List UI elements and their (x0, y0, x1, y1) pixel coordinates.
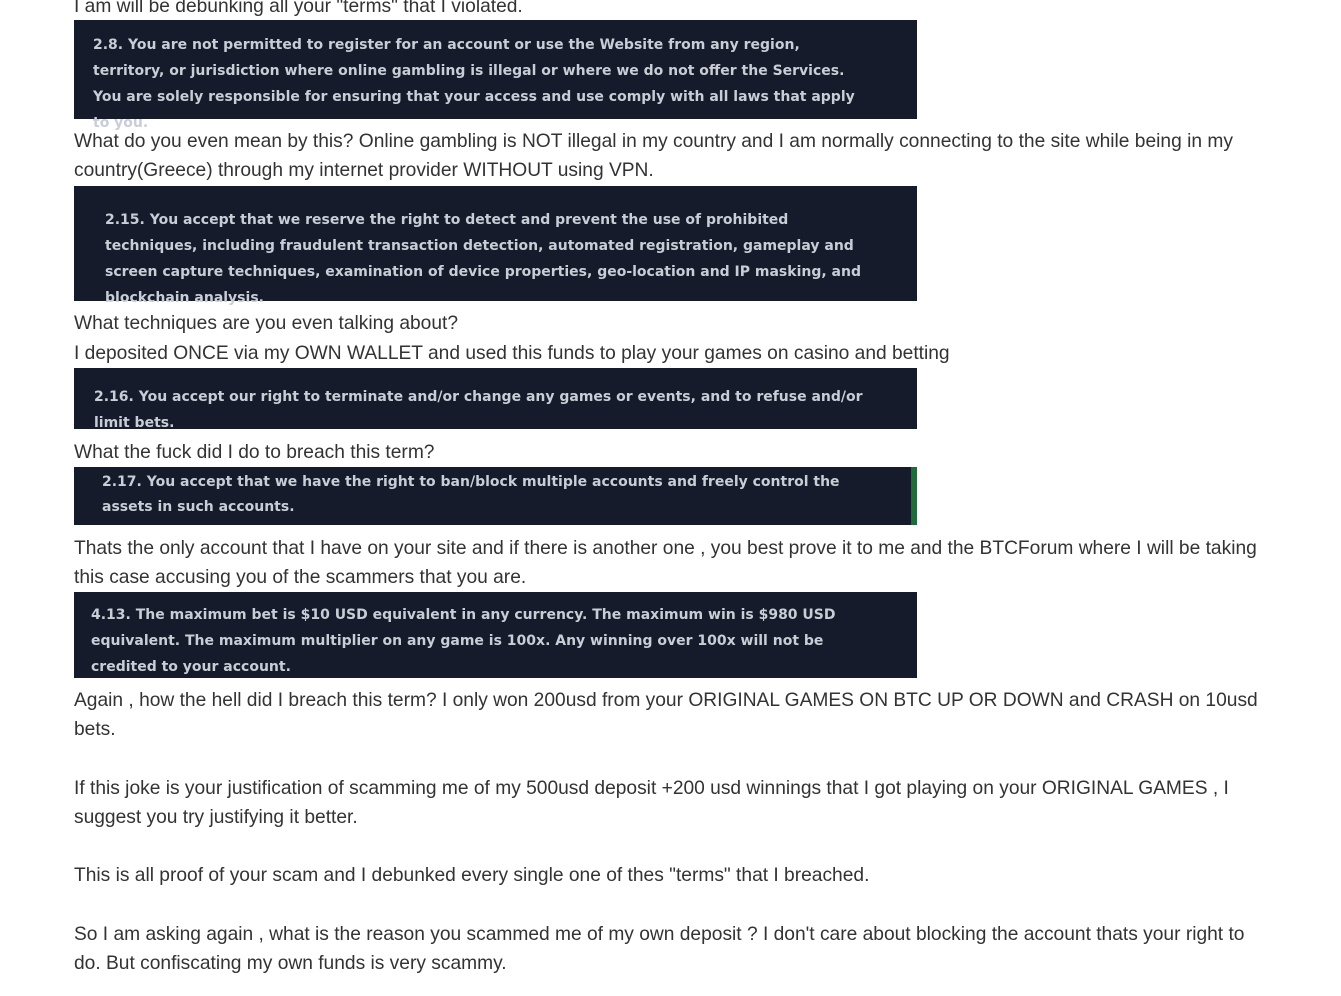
intro-text: I am will be debunking all your "terms" that I violated. (74, 0, 523, 17)
reply-text: What do you even mean by this? Online gambling is NOT illegal in my country and I am normally connecting to the site while being in my country(Greece) through my internet provider WITHOUT using VPN. (74, 131, 1233, 181)
term-screenshot-2-17 (74, 467, 917, 525)
reply-text: This is all proof of your scam and I debunked every single one of thes "terms" that I breached. (74, 865, 870, 886)
term-text: 4.13. The maximum bet is $10 USD equivalent in any currency. The maximum win is $980 USD equivalent. The maximum multiplier on any game is 100x. Any winning over 100x will not be credited to your account. (91, 607, 836, 675)
reply-text: Thats the only account that I have on your site and if there is another one , you best prove it to me and the BTCForum where I will be taking this case accusing you of the scammers that you are. (74, 538, 1257, 588)
reply-text: I deposited ONCE via my OWN WALLET and used this funds to play your games on casino and betting (74, 343, 950, 364)
term-screenshot-4-13 (74, 592, 917, 678)
term-text: 2.17. You accept that we have the right to ban/block multiple accounts and freely control the assets in such accounts. (102, 474, 840, 515)
reply-text: What the fuck did I do to breach this term? (74, 442, 435, 463)
scrollbar-accent (911, 467, 917, 525)
term-screenshot-2-8 (74, 20, 917, 131)
reply-text: Again , how the hell did I breach this term? I only won 200usd from your ORIGINAL GAMES ON BTC UP OR DOWN and CRASH on 10usd bets. (74, 690, 1258, 740)
term-text: 2.15. You accept that we reserve the right to detect and prevent the use of prohibited techniques, including fraudulent transaction detection, automated registration, gameplay and screen capture techniques, examination of device properties, geo-location and IP masking, and blockchain analysis. (105, 212, 861, 306)
term-screenshot-2-15 (74, 186, 917, 306)
term-text: 2.8. You are not permitted to register for an account or use the Website from any region, territory, or jurisdiction where online gambling is illegal or where we do not offer the Services. You are solely responsible for ensuring that your access and use comply with all laws that apply to you. (93, 37, 855, 131)
term-screenshot-2-16 (74, 368, 917, 429)
reply-text: What techniques are you even talking about? (74, 313, 459, 334)
reply-text: If this joke is your justification of scamming me of my 500usd deposit +200 usd winnings that I got playing on your ORIGINAL GAMES , I suggest you try justifying it better. (74, 778, 1229, 828)
reply-text: So I am asking again , what is the reason you scammed me of my own deposit ? I don't care about blocking the account thats your right to do. But confiscating my own funds is very scammy. (74, 924, 1245, 974)
term-text: 2.16. You accept our right to terminate and/or change any games or events, and to refuse and/or limit bets. (94, 389, 863, 431)
